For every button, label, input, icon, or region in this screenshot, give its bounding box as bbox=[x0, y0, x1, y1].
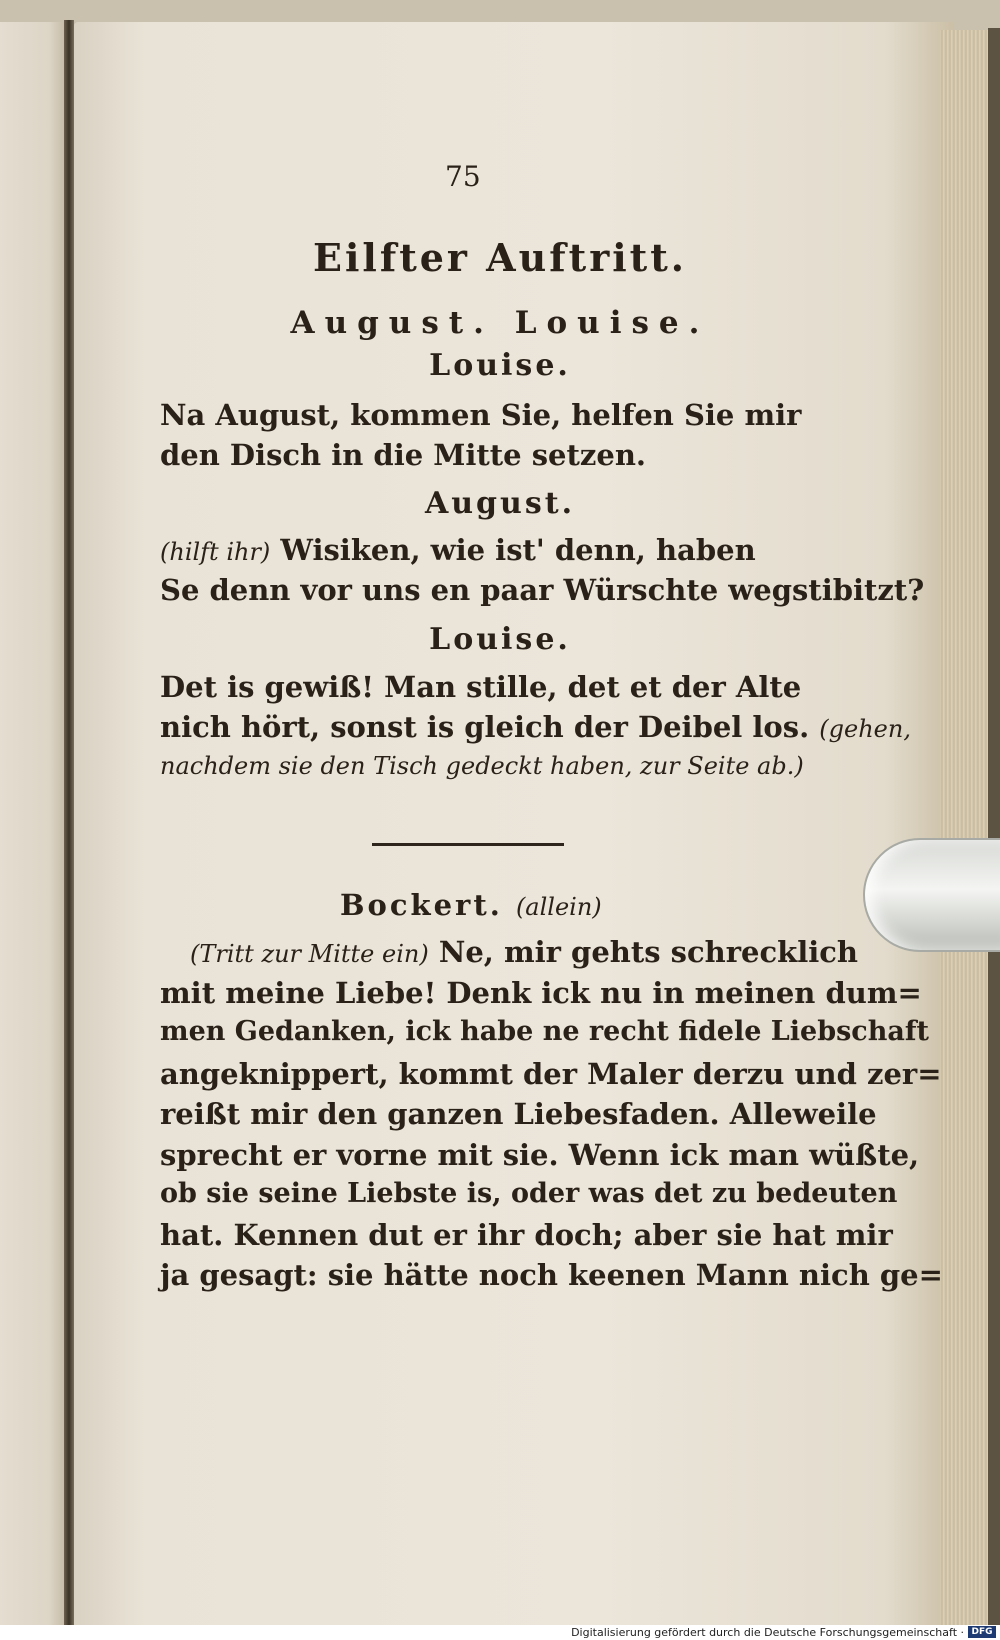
stage-direction: (hilft ihr) bbox=[160, 538, 271, 566]
dialogue-line: ob sie seine Liebste is, oder was det zu bedeuten bbox=[160, 1178, 898, 1209]
speaker-name: Bockert. bbox=[340, 888, 503, 922]
stage-direction: (Tritt zur Mitte ein) bbox=[190, 940, 429, 968]
dialogue-line: Det is gewiß! Man stille, det et der Alte bbox=[160, 670, 802, 704]
dialogue-line: ja gesagt: sie hätte noch keenen Mann nich ge= bbox=[160, 1258, 943, 1292]
dialogue-line: reißt mir den ganzen Liebesfaden. Alleweile bbox=[160, 1097, 877, 1131]
dialogue-line bbox=[160, 710, 911, 744]
dialogue-line: den Disch in die Mitte setzen. bbox=[160, 438, 647, 472]
dialogue-line: men Gedanken, ick habe ne recht fidele Liebschaft bbox=[160, 1016, 929, 1047]
dialogue-text: nich hört, sonst is gleich der Deibel los. bbox=[160, 710, 810, 744]
speaker-august: August. bbox=[424, 486, 576, 521]
page-number: 75 bbox=[445, 160, 481, 193]
dialogue-line: Se denn vor uns en paar Würschte wegstibitzt? bbox=[160, 573, 925, 607]
dialogue-line bbox=[160, 533, 756, 567]
scene-title: Eilfter Auftritt. bbox=[313, 235, 687, 280]
dfg-logo: DFG bbox=[968, 1626, 996, 1638]
footer-bar bbox=[0, 1625, 1000, 1640]
funding-notice: Digitalisierung gefördert durch die Deutsche Forschungsgemeinschaft · bbox=[571, 1626, 964, 1639]
dialogue-text: Ne, mir gehts schrecklich bbox=[438, 935, 859, 969]
stage-direction: nachdem sie den Tisch gedeckt haben, zur Seite ab.) bbox=[160, 752, 804, 780]
stage-direction: (gehen, bbox=[819, 715, 911, 743]
speaker-louise-2: Louise. bbox=[429, 622, 571, 657]
dialogue-text: Wisiken, wie ist' denn, haben bbox=[280, 533, 756, 567]
stage-direction: (allein) bbox=[515, 893, 602, 921]
dialogue-line bbox=[190, 935, 858, 969]
section-divider bbox=[372, 843, 564, 846]
dialogue-line: angeknippert, kommt der Maler derzu und zer= bbox=[160, 1057, 942, 1091]
speaker-bockert bbox=[340, 888, 602, 922]
speaker-louise-1: Louise. bbox=[429, 348, 571, 383]
cast-list: August. Louise. bbox=[290, 305, 710, 341]
dialogue-line: mit meine Liebe! Denk ick nu in meinen dum= bbox=[160, 976, 922, 1010]
dialogue-line: Na August, kommen Sie, helfen Sie mir bbox=[160, 398, 802, 432]
dialogue-line: sprecht er vorne mit sie. Wenn ick man wüßte, bbox=[160, 1138, 920, 1172]
dialogue-line: hat. Kennen dut er ihr doch; aber sie hat mir bbox=[160, 1218, 893, 1252]
